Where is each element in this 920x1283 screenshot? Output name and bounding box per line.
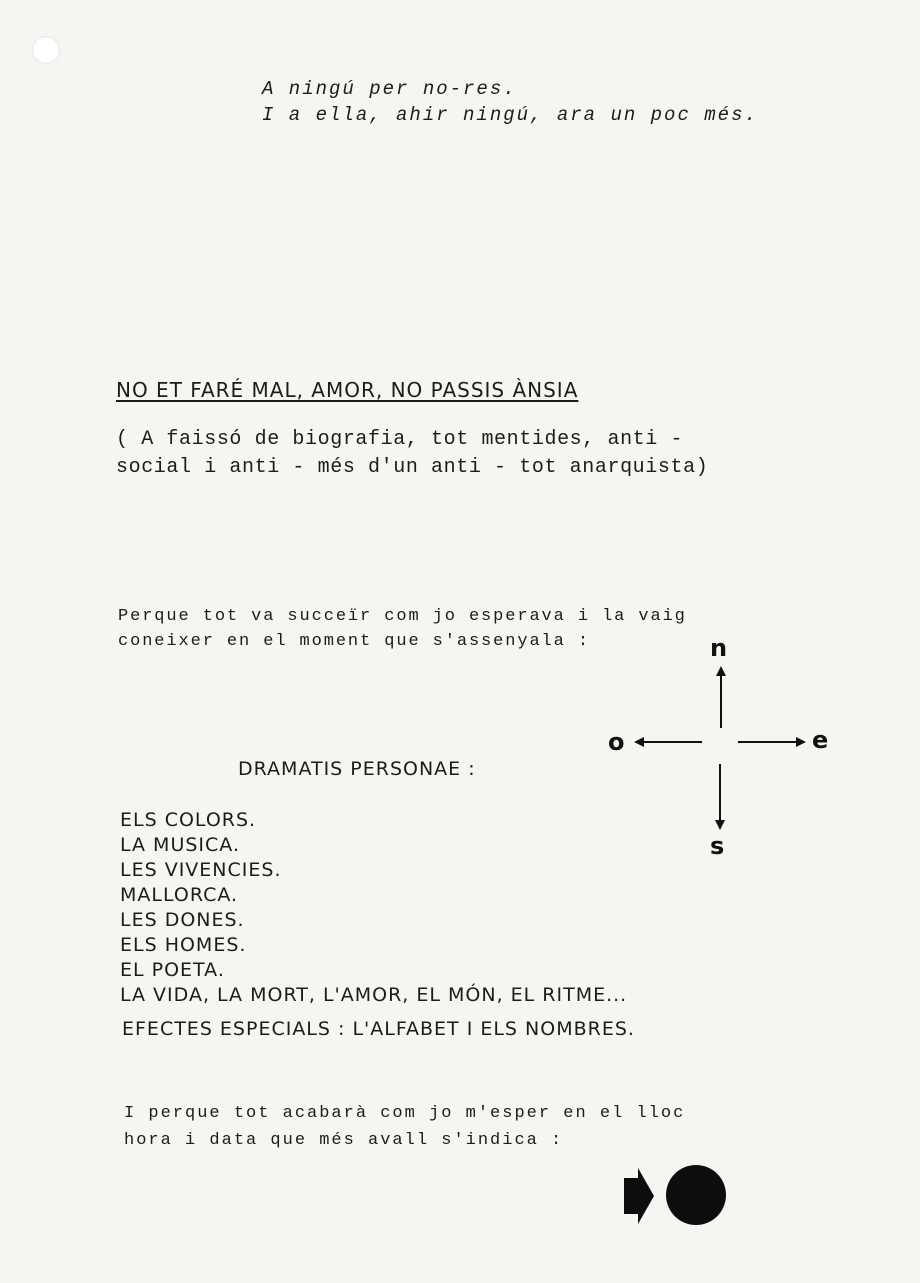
arrow-to-dot-symbol [620, 1164, 730, 1233]
cast-item: EL POETA. [120, 959, 225, 981]
cast-list [120, 808, 627, 1008]
cast-item: ELS COLORS. [120, 809, 257, 831]
cast-item: ELS HOMES. [120, 934, 247, 956]
cast-item: LA MUSICA. [120, 834, 240, 856]
cast-item: MALLORCA. [120, 884, 239, 906]
outro-line-2: hora i data que més avall s'indica : [124, 1131, 564, 1150]
compass-east-label: e [812, 726, 829, 754]
intro-line-2: coneixer en el moment que s'assenyala : [118, 632, 590, 651]
cast-item: LES VIVENCIES. [120, 859, 282, 881]
outro-paragraph [124, 1100, 685, 1154]
intro-line-1: Perque tot va succeïr com jo esperava i la vaig [118, 607, 687, 626]
outro-line-1: I perque tot acabarà com jo m'esper en el lloc [124, 1104, 686, 1123]
compass-diagram [606, 634, 838, 862]
arrow-dot-icon [620, 1164, 730, 1228]
compass-north-label: n [710, 634, 728, 662]
dedication [262, 76, 758, 128]
dramatis-heading: DRAMATIS PERSONAE : [238, 758, 476, 780]
compass-west-label: o [608, 728, 625, 756]
dedication-line-2: I a ella, ahir ningú, ara un poc més. [262, 104, 758, 126]
subtitle-line-2: social i anti - més d'un anti - tot anarquista) [116, 456, 709, 479]
cast-item: LES DONES. [120, 909, 245, 931]
page-title: NO ET FARÉ MAL, AMOR, NO PASSIS ÀNSIA [116, 378, 579, 402]
punch-hole [32, 36, 60, 64]
subtitle [116, 426, 708, 482]
special-effects-line: EFECTES ESPECIALS : L'ALFABET I ELS NOMBRES. [122, 1018, 635, 1040]
intro-paragraph [118, 604, 687, 654]
compass-arrows-icon [606, 634, 838, 862]
subtitle-line-1: ( A faissó de biografia, tot mentides, anti - [116, 428, 684, 451]
cast-item: LA VIDA, LA MORT, L'AMOR, EL MÓN, EL RITME... [120, 984, 628, 1006]
compass-south-label: s [710, 832, 725, 860]
dedication-line-1: A ningú per no-res. [262, 78, 517, 100]
